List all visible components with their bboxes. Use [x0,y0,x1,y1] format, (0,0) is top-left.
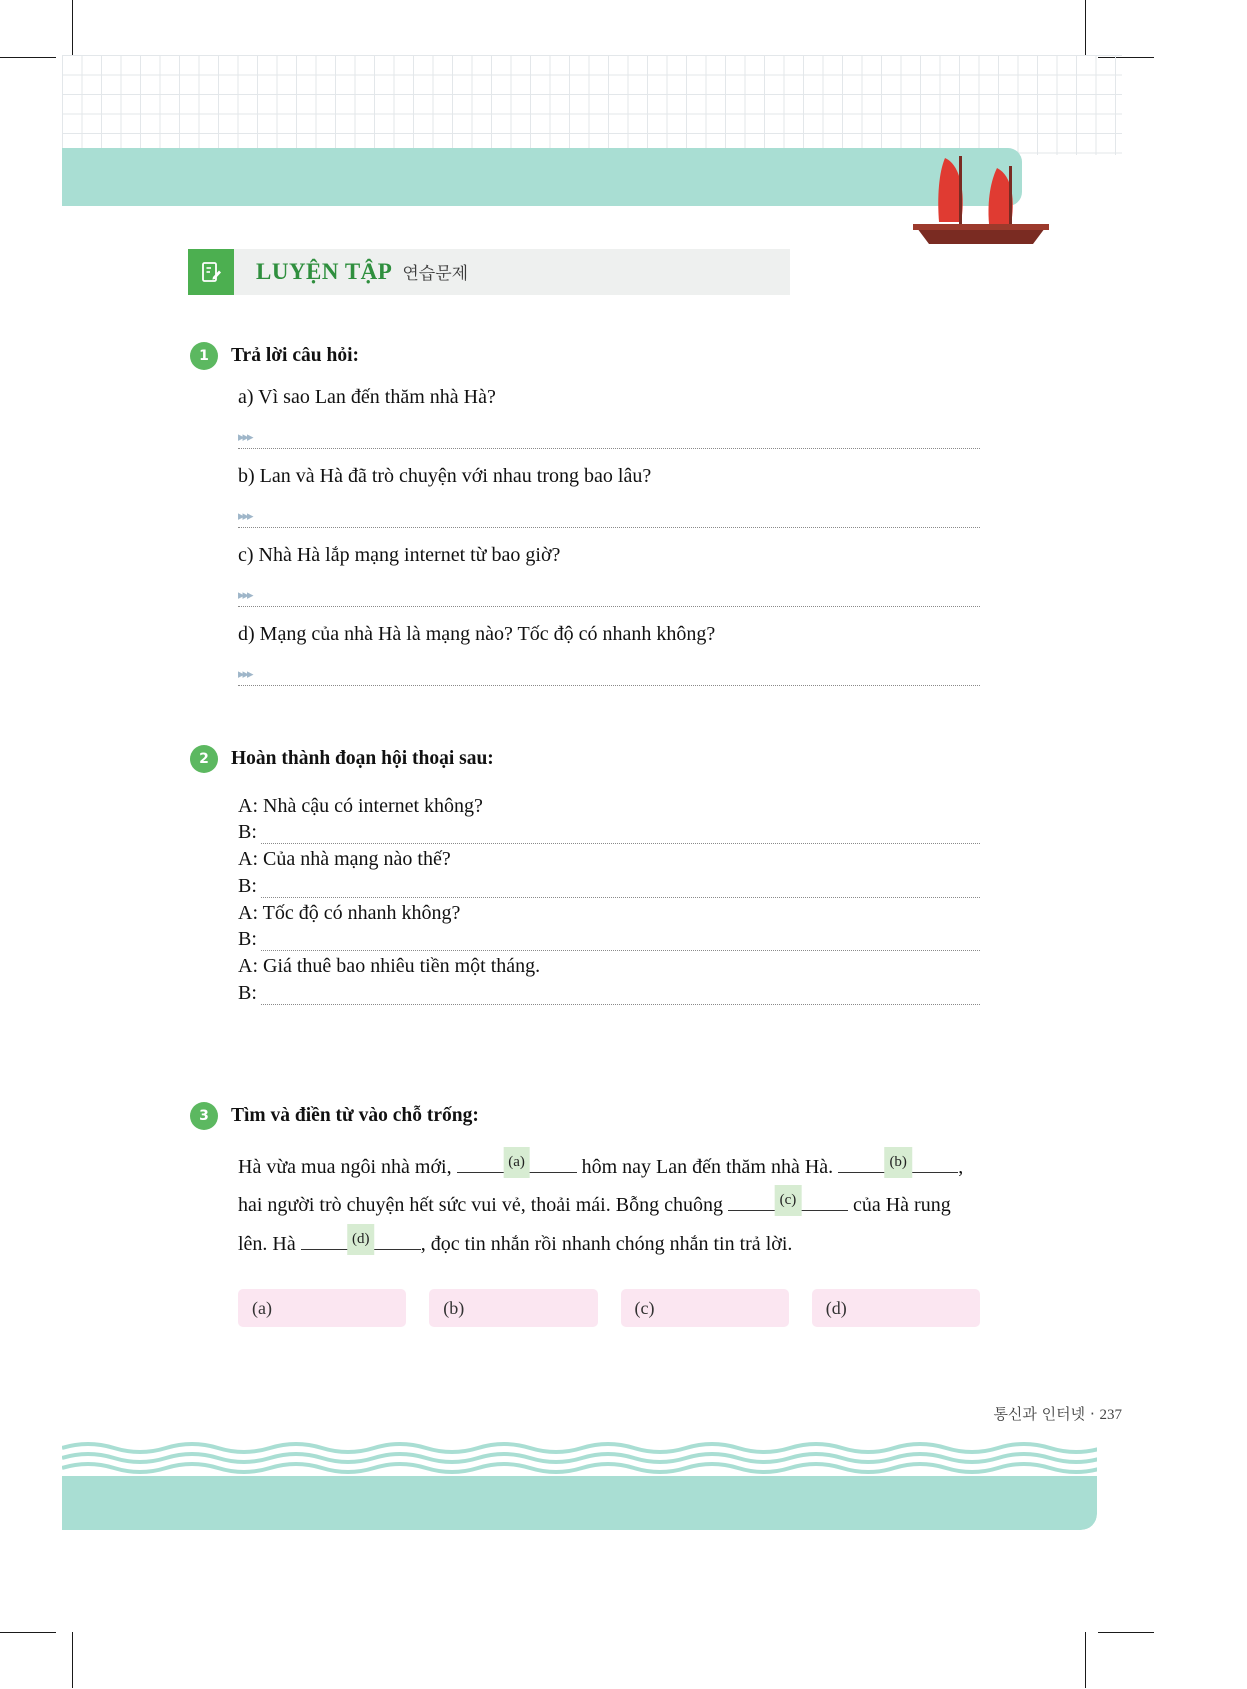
section-title-korean: 연습문제 [402,264,469,284]
page-number: 237 [1099,1407,1122,1423]
exercise-3-title: Tìm và điền từ vào chỗ trống: [231,1105,479,1126]
footer-solid-band [62,1476,1097,1530]
cloze-text-part-1: Hà vừa mua ngôi nhà mới, [238,1156,452,1178]
cloze-blank-d[interactable] [301,1228,421,1250]
exercise-1-title: Trả lời câu hỏi: [231,345,359,366]
dialogue-answer-3[interactable] [238,928,980,951]
junk-boat-illustration [905,140,1055,260]
arrow-icon: ▸▸▸ [238,587,252,602]
crop-mark-top-right-v [1085,0,1086,56]
answer-box-b[interactable]: (b) [429,1289,597,1327]
dialogue-prompt: A: Giá thuê bao nhiêu tiền một tháng. [238,955,541,978]
question-text: b) Lan và Hà đã trò chuyện với nhau trong bao lâu? [238,465,652,487]
answer-box-c[interactable]: (c) [621,1289,789,1327]
crop-mark-top-left-h [0,57,56,58]
pencil-note-icon [188,249,234,295]
cloze-text-part-3: , hai người trò chuyện hết sức vui vẻ, thoải mái. Bỗng chuông [238,1156,964,1217]
exercise-1-question-d [238,621,980,686]
exercise-3-number: 3 [190,1102,218,1130]
crop-mark-bottom-right-v [1085,1632,1086,1688]
dialogue-answer-line[interactable] [261,930,980,951]
dialogue-reply-label: B: [238,928,257,951]
answer-input-line-c[interactable] [238,580,980,607]
cloze-blank-a[interactable] [457,1151,577,1173]
dialogue-answer-line[interactable] [261,877,980,898]
dialogue-answer-line[interactable] [261,984,980,1005]
exercise-1 [190,342,980,686]
answer-box-d[interactable]: (d) [812,1289,980,1327]
answer-box-a[interactable]: (a) [238,1289,406,1327]
dialogue-prompt: A: Tốc độ có nhanh không? [238,901,461,924]
exercise-2-header [190,745,980,773]
arrow-icon: ▸▸▸ [238,508,252,523]
dialogue-reply-label: B: [238,821,257,844]
footer-wave-decoration [62,1440,1097,1530]
cloze-text-part-4: của Hà rung lên. Hà [238,1194,951,1255]
dialogue-answer-1[interactable] [238,821,980,844]
exercise-1-number: 1 [190,342,218,370]
section-title-bar [188,249,790,295]
section-title-vietnamese: LUYỆN TẬP [256,259,393,284]
exercise-2 [190,745,980,1005]
arrow-icon: ▸▸▸ [238,666,252,681]
arrow-icon: ▸▸▸ [238,429,252,444]
exercise-2-number: 2 [190,745,218,773]
exercise-3-header [190,1102,980,1130]
exercise-1-question-b [238,463,980,528]
dialogue-answer-line[interactable] [261,823,980,844]
cloze-blank-c-label: (c) [775,1185,802,1216]
exercise-2-title: Hoàn thành đoạn hội thoại sau: [231,748,494,769]
footer-chapter: 통신과 인터넷 [993,1405,1086,1423]
dialogue-prompt: A: Nhà cậu có internet không? [238,795,483,817]
cloze-paragraph [238,1148,980,1263]
crop-mark-bottom-left-v [72,1632,73,1688]
answer-input-line-b[interactable] [238,501,980,528]
cloze-text-part-5: , đọc tin nhắn rồi nhanh chóng nhắn tin trả lời. [420,1232,793,1255]
crop-mark-top-left-v [72,0,73,56]
dialogue-reply-label: B: [238,874,257,897]
cloze-text-part-2: hôm nay Lan đến thăm nhà Hà. [581,1156,834,1178]
crop-mark-bottom-left-h [0,1632,56,1633]
exercise-3-answer-boxes [238,1289,980,1327]
cloze-blank-a-label: (a) [503,1147,530,1178]
cloze-blank-b-label: (b) [884,1147,912,1178]
exercise-1-header [190,342,980,370]
dialogue-reply-label: B: [238,981,257,1004]
answer-input-line-a[interactable] [238,422,980,449]
answer-input-line-d[interactable] [238,659,980,686]
question-text: a) Vì sao Lan đến thăm nhà Hà? [238,386,496,408]
dialogue-prompt: A: Của nhà mạng nào thế? [238,848,451,871]
page-footer [993,1403,1122,1424]
cloze-blank-b[interactable] [838,1151,958,1173]
question-text: d) Mạng của nhà Hà là mạng nào? Tốc độ có nhanh không? [238,623,716,645]
cloze-blank-d-label: (d) [347,1224,375,1255]
question-text: c) Nhà Hà lắp mạng internet từ bao giờ? [238,544,561,566]
exercise-1-question-c [238,542,980,607]
dialogue-answer-2[interactable] [238,875,980,898]
crop-mark-bottom-right-h [1098,1632,1154,1633]
dialogue-answer-4[interactable] [238,982,980,1005]
exercise-2-dialogue [238,791,980,1005]
footer-separator: · [1089,1405,1095,1423]
cloze-blank-c[interactable] [728,1189,848,1211]
exercise-3-paragraph [238,1148,980,1263]
header-teal-bar [62,148,1022,206]
exercise-3 [190,1102,980,1327]
exercise-1-question-a [238,384,980,449]
